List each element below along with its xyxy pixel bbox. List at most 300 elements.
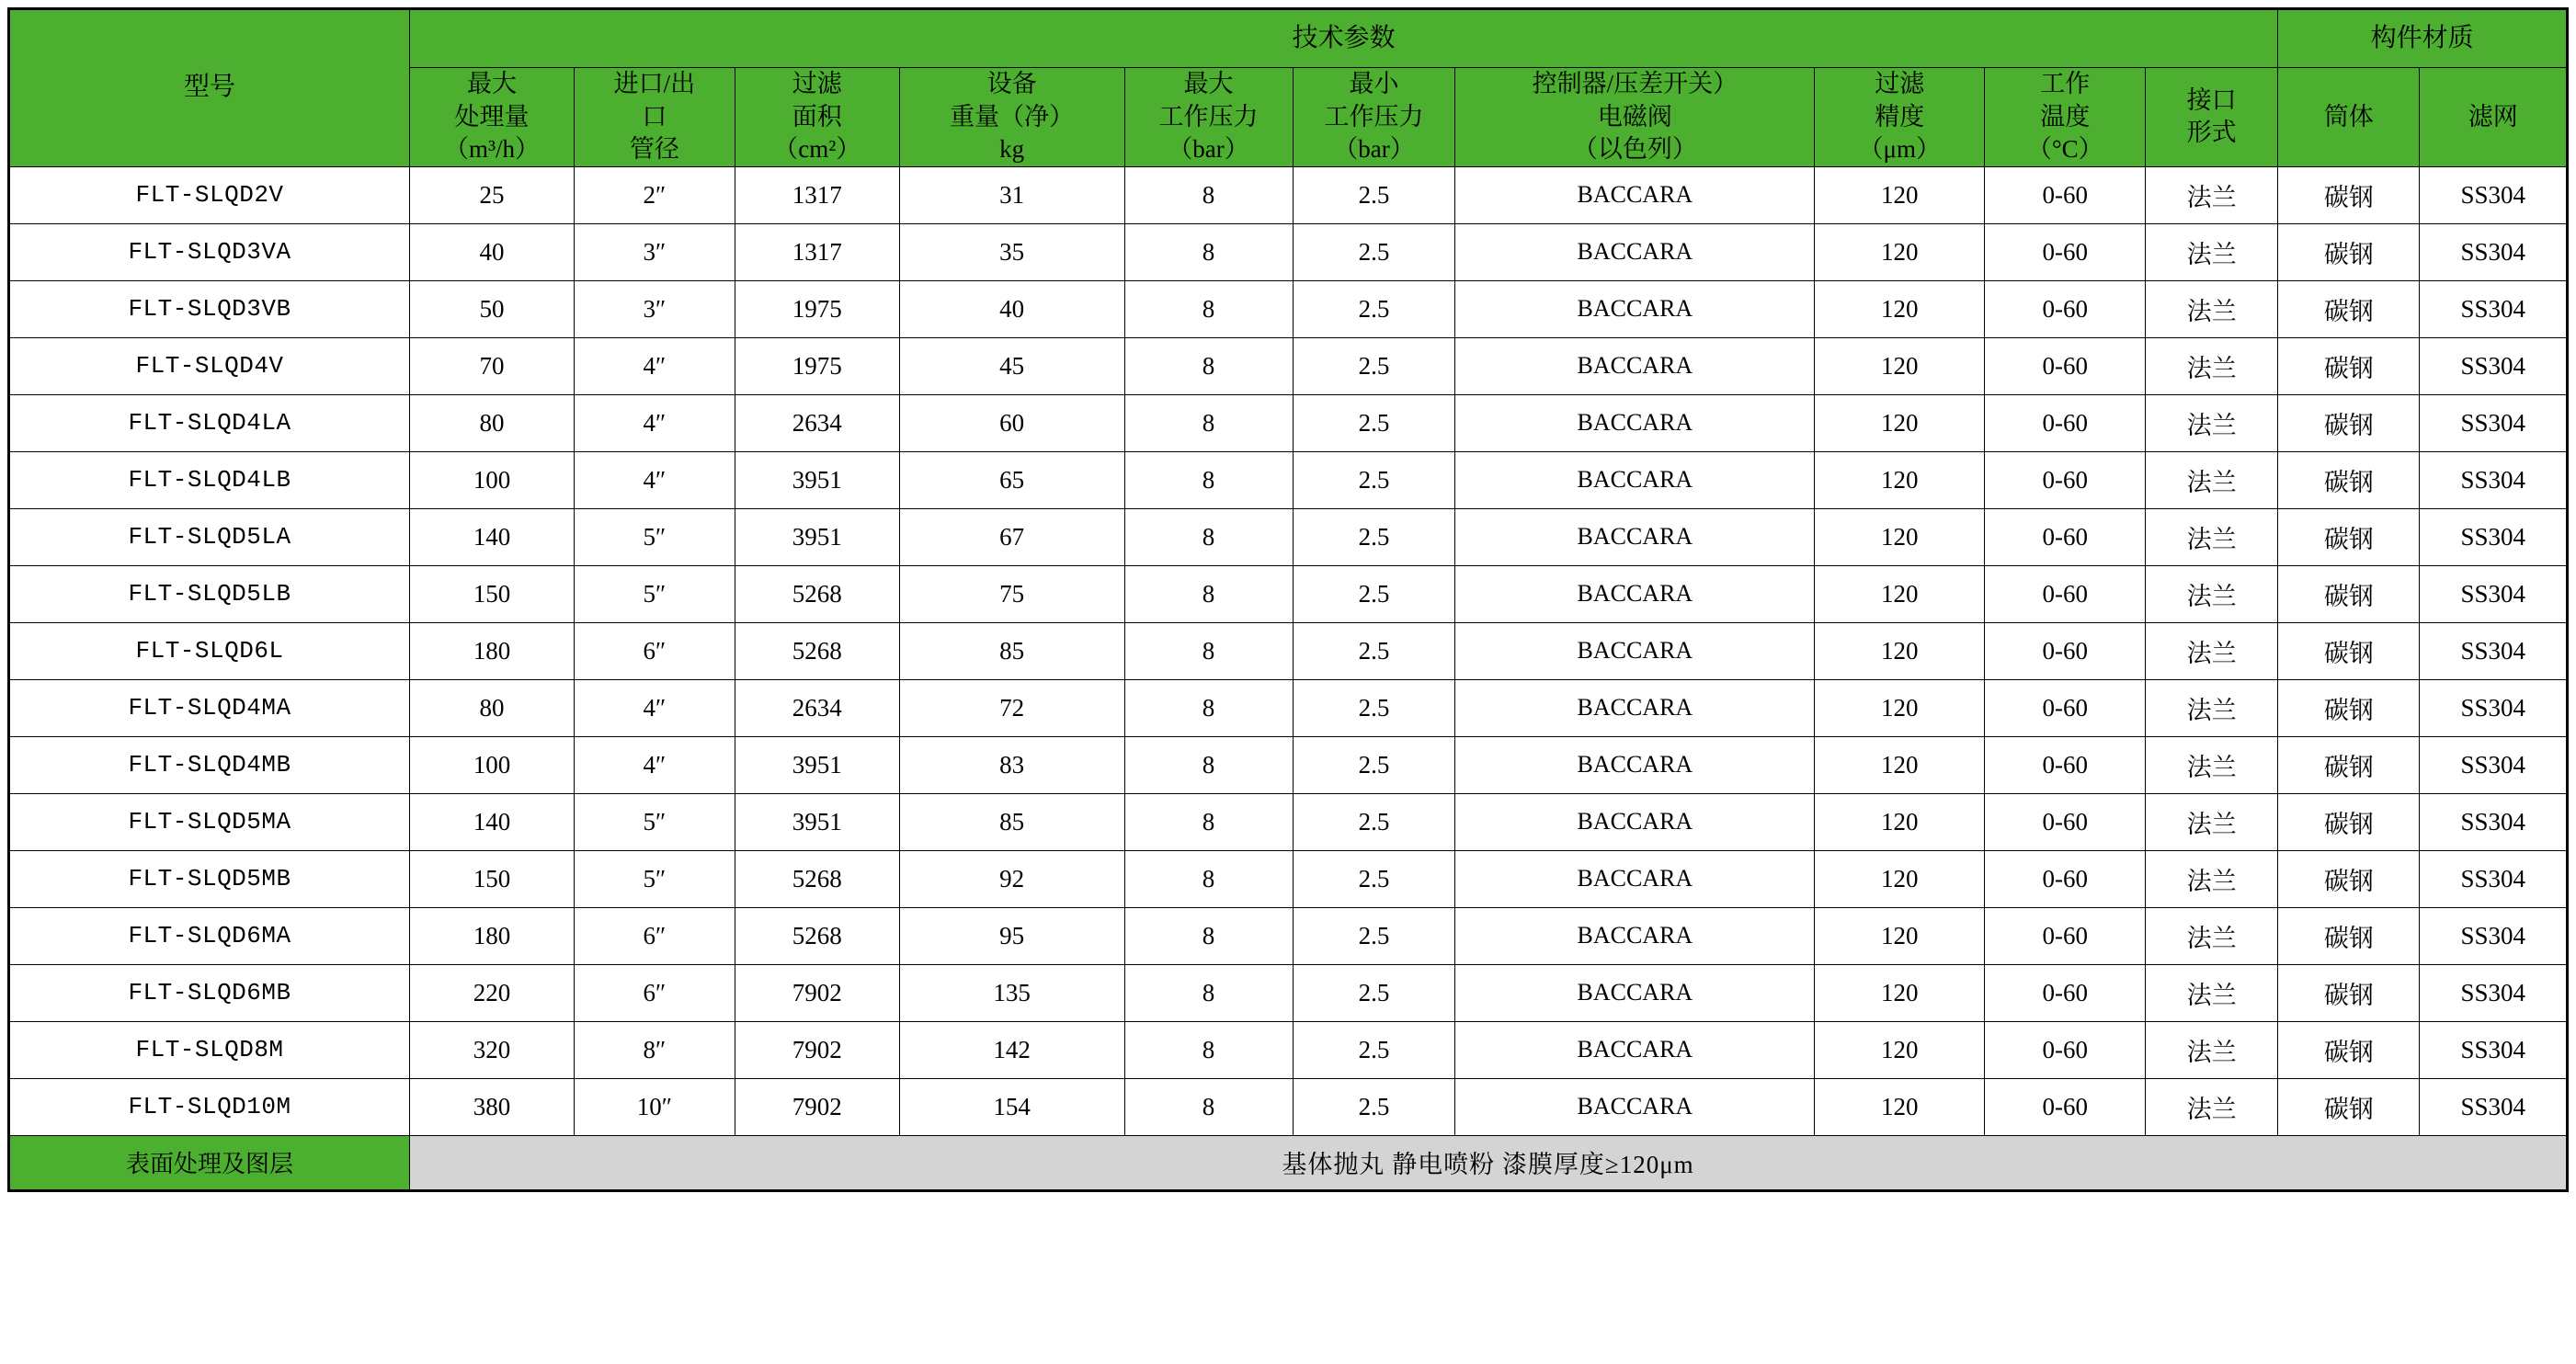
cell-connection: 法兰 xyxy=(2146,850,2278,907)
header-col-body-lines xyxy=(2278,101,2419,134)
cell-pmax: 8 xyxy=(1124,907,1293,964)
cell-pmin: 2.5 xyxy=(1293,508,1455,565)
cell-mesh: SS304 xyxy=(2420,850,2568,907)
header-col-pmax-lines-line: 工作压力 xyxy=(1158,102,1259,131)
cell-pmax: 8 xyxy=(1124,166,1293,223)
cell-connection: 法兰 xyxy=(2146,337,2278,394)
cell-temperature: 0-60 xyxy=(1985,850,2146,907)
cell-area: 1317 xyxy=(735,166,899,223)
cell-temperature: 0-60 xyxy=(1985,964,2146,1021)
cell-body: 碳钢 xyxy=(2278,1078,2420,1135)
cell-body: 碳钢 xyxy=(2278,337,2420,394)
cell-diameter: 8″ xyxy=(574,1021,735,1078)
cell-model: FLT-SLQD6L xyxy=(9,622,410,679)
header-model: 型号 xyxy=(9,9,410,167)
cell-diameter: 4″ xyxy=(574,337,735,394)
cell-body: 碳钢 xyxy=(2278,1021,2420,1078)
cell-model: FLT-SLQD6MA xyxy=(9,907,410,964)
cell-precision: 120 xyxy=(1815,337,1985,394)
cell-model: FLT-SLQD8M xyxy=(9,1021,410,1078)
cell-pmin: 2.5 xyxy=(1293,565,1455,622)
cell-precision: 120 xyxy=(1815,166,1985,223)
header-col-body-lines-line: 筒体 xyxy=(2323,102,2374,131)
cell-pmax: 8 xyxy=(1124,679,1293,736)
cell-body: 碳钢 xyxy=(2278,451,2420,508)
header-col-weight-lines-line: 设备 xyxy=(986,70,1037,97)
cell-pmin: 2.5 xyxy=(1293,166,1455,223)
cell-diameter: 4″ xyxy=(574,736,735,793)
cell-body: 碳钢 xyxy=(2278,508,2420,565)
cell-connection: 法兰 xyxy=(2146,622,2278,679)
cell-controller: BACCARA xyxy=(1455,622,1815,679)
cell-controller: BACCARA xyxy=(1455,280,1815,337)
header-col-weight-lines xyxy=(900,68,1124,166)
cell-mesh: SS304 xyxy=(2420,1021,2568,1078)
cell-flow: 320 xyxy=(410,1021,575,1078)
header-col-diameter xyxy=(574,68,735,167)
cell-diameter: 3″ xyxy=(574,280,735,337)
cell-model: FLT-SLQD5LB xyxy=(9,565,410,622)
cell-controller: BACCARA xyxy=(1455,964,1815,1021)
header-group-technical: 技术参数 xyxy=(410,9,2278,68)
header-col-area-lines-line: 过滤 xyxy=(792,70,842,97)
cell-weight: 135 xyxy=(899,964,1124,1021)
table-row xyxy=(9,166,2568,223)
header-col-precision xyxy=(1815,68,1985,167)
cell-weight: 85 xyxy=(899,622,1124,679)
header-col-precision-lines xyxy=(1815,68,1984,166)
cell-mesh: SS304 xyxy=(2420,451,2568,508)
cell-weight: 75 xyxy=(899,565,1124,622)
header-col-pmin-lines xyxy=(1294,68,1455,166)
header-col-mesh xyxy=(2420,68,2568,167)
cell-pmin: 2.5 xyxy=(1293,964,1455,1021)
header-col-weight-lines-line: 重量（净） xyxy=(950,102,1075,131)
header-col-pmin xyxy=(1293,68,1455,167)
cell-weight: 85 xyxy=(899,793,1124,850)
table-row xyxy=(9,679,2568,736)
cell-temperature: 0-60 xyxy=(1985,907,2146,964)
cell-model: FLT-SLQD4LA xyxy=(9,394,410,451)
cell-model: FLT-SLQD5MB xyxy=(9,850,410,907)
cell-pmax: 8 xyxy=(1124,1021,1293,1078)
table-footer xyxy=(9,1135,2568,1190)
table-body xyxy=(9,166,2568,1135)
cell-pmin: 2.5 xyxy=(1293,622,1455,679)
cell-diameter: 6″ xyxy=(574,622,735,679)
cell-pmin: 2.5 xyxy=(1293,451,1455,508)
cell-flow: 180 xyxy=(410,622,575,679)
header-col-controller-lines-line: 电磁阀 xyxy=(1597,102,1672,131)
table-row xyxy=(9,622,2568,679)
cell-connection: 法兰 xyxy=(2146,280,2278,337)
header-col-temperature-lines xyxy=(1985,68,2145,166)
cell-flow: 40 xyxy=(410,223,575,280)
cell-weight: 45 xyxy=(899,337,1124,394)
table-row xyxy=(9,394,2568,451)
header-col-precision-lines-line: 过滤 xyxy=(1875,70,1925,97)
table-row xyxy=(9,451,2568,508)
cell-pmin: 2.5 xyxy=(1293,679,1455,736)
cell-diameter: 10″ xyxy=(574,1078,735,1135)
cell-pmax: 8 xyxy=(1124,451,1293,508)
cell-body: 碳钢 xyxy=(2278,394,2420,451)
header-col-precision-lines-line: （μm） xyxy=(1858,135,1942,164)
cell-area: 3951 xyxy=(735,736,899,793)
cell-pmin: 2.5 xyxy=(1293,793,1455,850)
table-row xyxy=(9,1078,2568,1135)
cell-temperature: 0-60 xyxy=(1985,337,2146,394)
cell-temperature: 0-60 xyxy=(1985,736,2146,793)
cell-weight: 95 xyxy=(899,907,1124,964)
header-col-area-lines-line: （cm²） xyxy=(773,135,861,164)
header-col-temperature-lines-line: （°C） xyxy=(2026,135,2103,164)
cell-mesh: SS304 xyxy=(2420,280,2568,337)
header-col-area xyxy=(735,68,899,167)
cell-flow: 80 xyxy=(410,679,575,736)
cell-pmin: 2.5 xyxy=(1293,394,1455,451)
header-col-pmin-lines-line: 最小 xyxy=(1349,70,1399,97)
cell-diameter: 5″ xyxy=(574,850,735,907)
header-col-controller-lines-line: （以色列） xyxy=(1572,135,1697,164)
cell-connection: 法兰 xyxy=(2146,907,2278,964)
cell-mesh: SS304 xyxy=(2420,907,2568,964)
cell-area: 1317 xyxy=(735,223,899,280)
header-col-precision-lines-line: 精度 xyxy=(1875,102,1925,131)
cell-area: 2634 xyxy=(735,394,899,451)
cell-area: 1975 xyxy=(735,337,899,394)
cell-pmax: 8 xyxy=(1124,850,1293,907)
cell-body: 碳钢 xyxy=(2278,223,2420,280)
header-col-controller-lines xyxy=(1455,68,1814,166)
cell-temperature: 0-60 xyxy=(1985,622,2146,679)
cell-connection: 法兰 xyxy=(2146,736,2278,793)
cell-flow: 150 xyxy=(410,565,575,622)
cell-controller: BACCARA xyxy=(1455,850,1815,907)
cell-controller: BACCARA xyxy=(1455,223,1815,280)
cell-flow: 140 xyxy=(410,793,575,850)
cell-pmax: 8 xyxy=(1124,793,1293,850)
cell-pmax: 8 xyxy=(1124,337,1293,394)
cell-weight: 92 xyxy=(899,850,1124,907)
cell-temperature: 0-60 xyxy=(1985,679,2146,736)
cell-pmax: 8 xyxy=(1124,622,1293,679)
cell-body: 碳钢 xyxy=(2278,280,2420,337)
cell-model: FLT-SLQD4MA xyxy=(9,679,410,736)
cell-flow: 180 xyxy=(410,907,575,964)
cell-model: FLT-SLQD5LA xyxy=(9,508,410,565)
cell-controller: BACCARA xyxy=(1455,508,1815,565)
header-col-pmax xyxy=(1124,68,1293,167)
cell-pmax: 8 xyxy=(1124,964,1293,1021)
cell-body: 碳钢 xyxy=(2278,964,2420,1021)
cell-pmin: 2.5 xyxy=(1293,337,1455,394)
cell-model: FLT-SLQD4LB xyxy=(9,451,410,508)
table-row xyxy=(9,280,2568,337)
cell-flow: 100 xyxy=(410,736,575,793)
header-col-area-lines-line: 面积 xyxy=(792,102,842,131)
cell-precision: 120 xyxy=(1815,280,1985,337)
cell-weight: 154 xyxy=(899,1078,1124,1135)
cell-area: 3951 xyxy=(735,508,899,565)
header-col-pmax-lines-line: （bar） xyxy=(1168,135,1249,164)
cell-controller: BACCARA xyxy=(1455,451,1815,508)
cell-temperature: 0-60 xyxy=(1985,223,2146,280)
cell-pmax: 8 xyxy=(1124,565,1293,622)
cell-mesh: SS304 xyxy=(2420,736,2568,793)
cell-flow: 25 xyxy=(410,166,575,223)
cell-pmin: 2.5 xyxy=(1293,1078,1455,1135)
table-row xyxy=(9,1021,2568,1078)
cell-diameter: 4″ xyxy=(574,394,735,451)
cell-pmin: 2.5 xyxy=(1293,223,1455,280)
cell-connection: 法兰 xyxy=(2146,793,2278,850)
cell-weight: 142 xyxy=(899,1021,1124,1078)
cell-precision: 120 xyxy=(1815,793,1985,850)
cell-precision: 120 xyxy=(1815,223,1985,280)
header-col-pmin-lines-line: （bar） xyxy=(1333,135,1415,164)
cell-precision: 120 xyxy=(1815,1078,1985,1135)
cell-mesh: SS304 xyxy=(2420,964,2568,1021)
cell-weight: 83 xyxy=(899,736,1124,793)
cell-mesh: SS304 xyxy=(2420,565,2568,622)
cell-precision: 120 xyxy=(1815,451,1985,508)
cell-mesh: SS304 xyxy=(2420,337,2568,394)
specification-table xyxy=(7,7,2569,1192)
header-col-temperature-lines-line: 工作 xyxy=(2040,70,2091,97)
cell-pmin: 2.5 xyxy=(1293,850,1455,907)
cell-area: 3951 xyxy=(735,793,899,850)
header-group-material: 构件材质 xyxy=(2278,9,2568,68)
cell-area: 5268 xyxy=(735,850,899,907)
header-col-controller xyxy=(1455,68,1815,167)
cell-area: 5268 xyxy=(735,622,899,679)
header-col-body xyxy=(2278,68,2420,167)
cell-pmax: 8 xyxy=(1124,1078,1293,1135)
cell-model: FLT-SLQD4V xyxy=(9,337,410,394)
cell-pmin: 2.5 xyxy=(1293,736,1455,793)
cell-precision: 120 xyxy=(1815,964,1985,1021)
header-col-weight xyxy=(899,68,1124,167)
cell-model: FLT-SLQD3VB xyxy=(9,280,410,337)
cell-connection: 法兰 xyxy=(2146,964,2278,1021)
cell-precision: 120 xyxy=(1815,736,1985,793)
cell-controller: BACCARA xyxy=(1455,1078,1815,1135)
cell-connection: 法兰 xyxy=(2146,451,2278,508)
cell-diameter: 2″ xyxy=(574,166,735,223)
cell-area: 7902 xyxy=(735,1078,899,1135)
header-col-controller-lines-line: 控制器/压差开关） xyxy=(1532,70,1738,97)
header-col-diameter-lines-line: 管径 xyxy=(629,135,679,164)
cell-pmax: 8 xyxy=(1124,394,1293,451)
cell-flow: 220 xyxy=(410,964,575,1021)
cell-pmax: 8 xyxy=(1124,508,1293,565)
cell-precision: 120 xyxy=(1815,679,1985,736)
cell-weight: 72 xyxy=(899,679,1124,736)
cell-pmax: 8 xyxy=(1124,280,1293,337)
table-row xyxy=(9,793,2568,850)
header-col-connection-lines xyxy=(2146,85,2277,150)
cell-model: FLT-SLQD5MA xyxy=(9,793,410,850)
header-col-temperature-lines-line: 温度 xyxy=(2040,102,2091,131)
cell-body: 碳钢 xyxy=(2278,736,2420,793)
header-col-flow xyxy=(410,68,575,167)
cell-area: 1975 xyxy=(735,280,899,337)
footer-label: 表面处理及图层 xyxy=(9,1135,410,1190)
table-row xyxy=(9,223,2568,280)
cell-diameter: 3″ xyxy=(574,223,735,280)
cell-controller: BACCARA xyxy=(1455,394,1815,451)
cell-mesh: SS304 xyxy=(2420,679,2568,736)
footer-row xyxy=(9,1135,2568,1190)
cell-temperature: 0-60 xyxy=(1985,394,2146,451)
header-col-pmin-lines-line: 工作压力 xyxy=(1324,102,1424,131)
cell-body: 碳钢 xyxy=(2278,907,2420,964)
header-col-connection-lines-line: 形式 xyxy=(2186,119,2237,147)
cell-connection: 法兰 xyxy=(2146,166,2278,223)
cell-controller: BACCARA xyxy=(1455,736,1815,793)
cell-pmin: 2.5 xyxy=(1293,1021,1455,1078)
cell-pmin: 2.5 xyxy=(1293,907,1455,964)
cell-weight: 60 xyxy=(899,394,1124,451)
cell-model: FLT-SLQD6MB xyxy=(9,964,410,1021)
cell-precision: 120 xyxy=(1815,565,1985,622)
cell-body: 碳钢 xyxy=(2278,679,2420,736)
cell-temperature: 0-60 xyxy=(1985,166,2146,223)
cell-model: FLT-SLQD4MB xyxy=(9,736,410,793)
cell-connection: 法兰 xyxy=(2146,223,2278,280)
cell-mesh: SS304 xyxy=(2420,1078,2568,1135)
header-col-flow-lines-line: （m³/h） xyxy=(443,135,541,164)
cell-diameter: 5″ xyxy=(574,793,735,850)
table-row xyxy=(9,565,2568,622)
cell-diameter: 5″ xyxy=(574,565,735,622)
cell-body: 碳钢 xyxy=(2278,850,2420,907)
cell-connection: 法兰 xyxy=(2146,679,2278,736)
cell-diameter: 5″ xyxy=(574,508,735,565)
cell-flow: 50 xyxy=(410,280,575,337)
cell-pmin: 2.5 xyxy=(1293,280,1455,337)
cell-controller: BACCARA xyxy=(1455,1021,1815,1078)
header-col-temperature xyxy=(1985,68,2146,167)
cell-controller: BACCARA xyxy=(1455,907,1815,964)
table-row xyxy=(9,907,2568,964)
cell-mesh: SS304 xyxy=(2420,394,2568,451)
cell-body: 碳钢 xyxy=(2278,793,2420,850)
cell-mesh: SS304 xyxy=(2420,223,2568,280)
header-col-diameter-lines-line: 口 xyxy=(642,102,667,131)
header-col-connection-lines-line: 接口 xyxy=(2186,85,2237,114)
cell-controller: BACCARA xyxy=(1455,679,1815,736)
table-row xyxy=(9,337,2568,394)
table-row xyxy=(9,964,2568,1021)
footer-value: 基体抛丸 静电喷粉 漆膜厚度≥120μm xyxy=(410,1135,2568,1190)
header-col-connection xyxy=(2146,68,2278,167)
cell-precision: 120 xyxy=(1815,907,1985,964)
table-header xyxy=(9,9,2568,167)
cell-flow: 150 xyxy=(410,850,575,907)
header-col-flow-lines-line: 最大 xyxy=(467,70,518,97)
cell-diameter: 6″ xyxy=(574,907,735,964)
cell-connection: 法兰 xyxy=(2146,508,2278,565)
cell-body: 碳钢 xyxy=(2278,565,2420,622)
cell-flow: 140 xyxy=(410,508,575,565)
cell-connection: 法兰 xyxy=(2146,394,2278,451)
cell-temperature: 0-60 xyxy=(1985,508,2146,565)
table-row xyxy=(9,508,2568,565)
cell-model: FLT-SLQD10M xyxy=(9,1078,410,1135)
header-group-row xyxy=(9,9,2568,68)
cell-area: 7902 xyxy=(735,964,899,1021)
cell-weight: 40 xyxy=(899,280,1124,337)
cell-precision: 120 xyxy=(1815,508,1985,565)
cell-body: 碳钢 xyxy=(2278,166,2420,223)
cell-precision: 120 xyxy=(1815,394,1985,451)
cell-weight: 67 xyxy=(899,508,1124,565)
header-col-flow-lines xyxy=(410,68,574,166)
cell-temperature: 0-60 xyxy=(1985,451,2146,508)
cell-mesh: SS304 xyxy=(2420,508,2568,565)
cell-diameter: 4″ xyxy=(574,679,735,736)
cell-precision: 120 xyxy=(1815,622,1985,679)
cell-flow: 380 xyxy=(410,1078,575,1135)
header-col-pmax-lines xyxy=(1125,68,1293,166)
header-col-diameter-lines-line: 进口/出 xyxy=(613,70,696,97)
header-col-flow-lines-line: 处理量 xyxy=(454,102,530,131)
cell-flow: 80 xyxy=(410,394,575,451)
cell-precision: 120 xyxy=(1815,850,1985,907)
cell-controller: BACCARA xyxy=(1455,565,1815,622)
cell-temperature: 0-60 xyxy=(1985,280,2146,337)
cell-mesh: SS304 xyxy=(2420,166,2568,223)
cell-weight: 65 xyxy=(899,451,1124,508)
cell-area: 3951 xyxy=(735,451,899,508)
table-row xyxy=(9,736,2568,793)
cell-model: FLT-SLQD2V xyxy=(9,166,410,223)
cell-diameter: 6″ xyxy=(574,964,735,1021)
header-col-mesh-lines xyxy=(2420,101,2566,134)
header-col-pmax-lines-line: 最大 xyxy=(1183,70,1234,97)
cell-temperature: 0-60 xyxy=(1985,565,2146,622)
cell-connection: 法兰 xyxy=(2146,1021,2278,1078)
cell-area: 7902 xyxy=(735,1021,899,1078)
cell-mesh: SS304 xyxy=(2420,622,2568,679)
cell-area: 5268 xyxy=(735,565,899,622)
cell-temperature: 0-60 xyxy=(1985,1078,2146,1135)
header-col-mesh-lines-line: 滤网 xyxy=(2468,102,2518,131)
cell-diameter: 4″ xyxy=(574,451,735,508)
cell-weight: 35 xyxy=(899,223,1124,280)
cell-temperature: 0-60 xyxy=(1985,793,2146,850)
cell-connection: 法兰 xyxy=(2146,1078,2278,1135)
cell-flow: 70 xyxy=(410,337,575,394)
cell-mesh: SS304 xyxy=(2420,793,2568,850)
cell-body: 碳钢 xyxy=(2278,622,2420,679)
cell-pmax: 8 xyxy=(1124,223,1293,280)
cell-precision: 120 xyxy=(1815,1021,1985,1078)
header-col-diameter-lines xyxy=(575,68,735,166)
cell-pmax: 8 xyxy=(1124,736,1293,793)
cell-controller: BACCARA xyxy=(1455,166,1815,223)
cell-weight: 31 xyxy=(899,166,1124,223)
cell-model: FLT-SLQD3VA xyxy=(9,223,410,280)
cell-controller: BACCARA xyxy=(1455,337,1815,394)
cell-connection: 法兰 xyxy=(2146,565,2278,622)
cell-controller: BACCARA xyxy=(1455,793,1815,850)
cell-flow: 100 xyxy=(410,451,575,508)
header-col-weight-lines-line: kg xyxy=(999,135,1025,164)
header-col-area-lines xyxy=(735,68,899,166)
